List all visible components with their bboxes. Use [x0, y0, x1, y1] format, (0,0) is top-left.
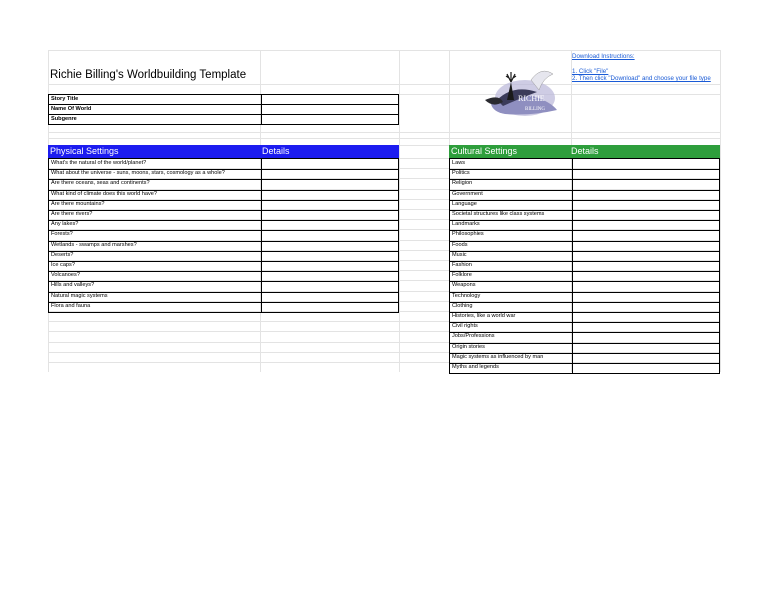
cultural-row-label: Origin stories — [452, 344, 485, 350]
physical-details-cell[interactable] — [262, 302, 398, 311]
cultural-row-label: Religion — [452, 180, 473, 186]
cultural-details-header: Details — [571, 146, 599, 156]
cultural-details-cell[interactable] — [573, 241, 719, 250]
cultural-details-cell[interactable] — [573, 271, 719, 280]
physical-settings-header — [48, 145, 399, 158]
physical-details-cell[interactable] — [262, 261, 398, 270]
physical-row-label: Volcanoes? — [51, 272, 80, 278]
physical-row-label: Deserts? — [51, 252, 74, 258]
cultural-row-label: Magic systems as influenced by man — [452, 354, 544, 360]
cultural-details-cell[interactable] — [573, 210, 719, 219]
cultural-details-cell[interactable] — [573, 322, 719, 331]
physical-row-label: Flora and fauna — [51, 303, 91, 309]
cultural-settings-table — [449, 158, 720, 374]
world-name-input[interactable] — [262, 105, 398, 114]
cultural-details-cell[interactable] — [573, 312, 719, 321]
story-title-label: Story Title — [51, 96, 79, 102]
cultural-row-label: Politics — [452, 170, 470, 176]
cultural-row-label: Language — [452, 201, 477, 207]
physical-details-cell[interactable] — [262, 281, 398, 290]
richie-billing-logo — [481, 60, 563, 118]
physical-details-cell[interactable] — [262, 230, 398, 239]
cultural-details-cell[interactable] — [573, 159, 719, 168]
logo-text-bottom: BILLING — [525, 107, 545, 112]
cultural-row-label: Foods — [452, 242, 468, 248]
cultural-row-label: Music — [452, 252, 467, 258]
physical-row-label: Are there mountains? — [51, 201, 105, 207]
spreadsheet — [48, 50, 720, 372]
physical-row-label: Natural magic systems — [51, 293, 108, 299]
physical-row-label: What about the universe - suns, moons, stars, cosmology as a whole? — [51, 170, 225, 176]
page-title: Richie Billing's Worldbuilding Template — [50, 69, 247, 81]
cultural-settings-title: Cultural Settings — [451, 146, 518, 156]
cultural-row-label: Landmarks — [452, 221, 480, 227]
story-title-input[interactable] — [262, 95, 398, 104]
cultural-row-label: Weapons — [452, 282, 476, 288]
physical-details-header: Details — [262, 146, 290, 156]
cultural-details-cell[interactable] — [573, 200, 719, 209]
world-name-label: Name Of World — [51, 106, 92, 112]
cultural-details-cell[interactable] — [573, 363, 719, 372]
physical-details-cell[interactable] — [262, 251, 398, 260]
cultural-row-label: Technology — [452, 293, 481, 299]
physical-details-cell[interactable] — [262, 169, 398, 178]
cultural-row-label: Histories, like a world war — [452, 313, 516, 319]
physical-row-label: Any lakes? — [51, 221, 79, 227]
subgenre-input[interactable] — [262, 115, 398, 124]
cultural-details-cell[interactable] — [573, 261, 719, 270]
cultural-details-cell[interactable] — [573, 169, 719, 178]
physical-row-label: Ice caps? — [51, 262, 75, 268]
cultural-row-label: Clothing — [452, 303, 473, 309]
physical-settings-title: Physical Settings — [50, 146, 119, 156]
physical-details-cell[interactable] — [262, 159, 398, 168]
download-step-1-link[interactable]: 1. Click "File" — [572, 68, 609, 75]
cultural-row-label: Myths and legends — [452, 364, 499, 370]
cultural-details-cell[interactable] — [573, 343, 719, 352]
cultural-details-cell[interactable] — [573, 220, 719, 229]
subgenre-label: Subgenre — [51, 116, 77, 122]
cultural-details-cell[interactable] — [573, 281, 719, 290]
physical-details-cell[interactable] — [262, 190, 398, 199]
cultural-details-cell[interactable] — [573, 251, 719, 260]
cultural-row-label: Folklore — [452, 272, 472, 278]
cultural-details-cell[interactable] — [573, 292, 719, 301]
cultural-settings-header — [449, 145, 720, 158]
physical-row-label: What kind of climate does this world have? — [51, 191, 158, 197]
cultural-row-label: Civil rights — [452, 323, 478, 329]
cultural-details-cell[interactable] — [573, 353, 719, 362]
physical-row-label: Hills and valleys? — [51, 282, 95, 288]
physical-row-label: Forests? — [51, 231, 73, 237]
download-instructions-link[interactable]: Download Instructions: — [572, 53, 635, 60]
cultural-row-label: Fashion — [452, 262, 472, 268]
physical-details-cell[interactable] — [262, 241, 398, 250]
download-step-2-link[interactable]: 2. Then click "Download" and choose your file type — [572, 75, 711, 82]
cultural-row-label: Laws — [452, 160, 466, 166]
physical-row-label: Wetlands - swamps and marshes? — [51, 242, 137, 248]
physical-details-cell[interactable] — [262, 271, 398, 280]
cultural-details-cell[interactable] — [573, 230, 719, 239]
physical-settings-table — [48, 158, 399, 313]
story-info-table — [48, 94, 399, 125]
physical-row-label: Are there rivers? — [51, 211, 93, 217]
cultural-row-label: Philosophies — [452, 231, 484, 237]
physical-row-label: What's the natural of the world/planet? — [51, 160, 147, 166]
physical-details-cell[interactable] — [262, 220, 398, 229]
cultural-details-cell[interactable] — [573, 302, 719, 311]
cultural-details-cell[interactable] — [573, 179, 719, 188]
cultural-details-cell[interactable] — [573, 332, 719, 341]
cultural-details-cell[interactable] — [573, 190, 719, 199]
cultural-row-label: Government — [452, 191, 483, 197]
physical-details-cell[interactable] — [262, 210, 398, 219]
physical-row-label: Are there oceans, seas and continents? — [51, 180, 150, 186]
physical-details-cell[interactable] — [262, 179, 398, 188]
physical-details-cell[interactable] — [262, 292, 398, 301]
physical-details-cell[interactable] — [262, 200, 398, 209]
cultural-row-label: Societal structures like class systems — [452, 211, 545, 217]
cultural-row-label: Jobs/Professions — [452, 333, 495, 339]
logo-text-top: RICHIE — [518, 94, 545, 103]
